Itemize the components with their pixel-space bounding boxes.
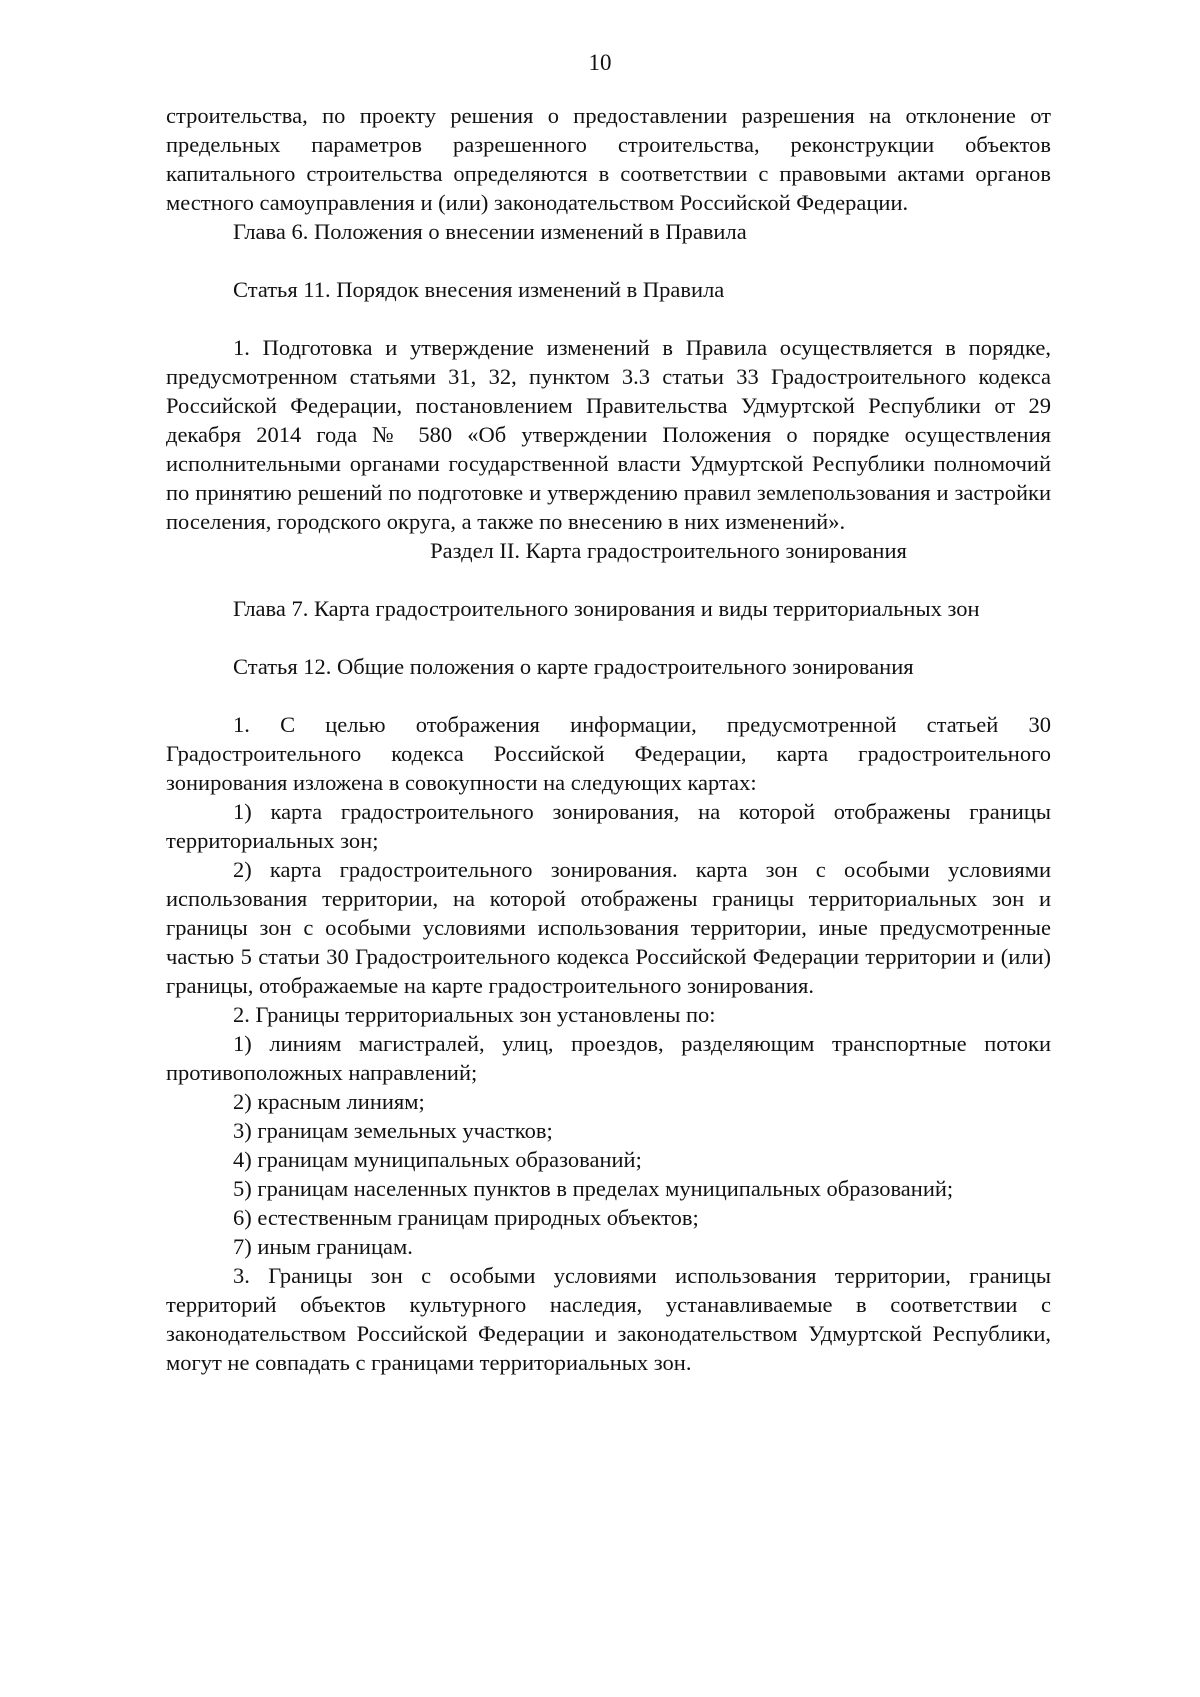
article-12-paragraph-1: 1. С целью отображения информации, предусмотренной статьей 30 Градостроительного кодекса Российской Федерации, карта градостроительного зонирования изложена в совокупности на следующих картах: [166,712,1051,795]
article-11-paragraph-1: 1. Подготовка и утверждение изменений в Правила осуществляется в порядке, предусмотренном статьями 31, 32, пунктом 3.3 статьи 33 Градостроительного кодекса Российской Федерации, постановлением Правительства Удмуртской Республики от 29 декабря 2014 года № 580 «Об утверждении Положения о порядке осуществления исполнительными органами государственной власти Удмуртской Республики полномочий по принятию решений по подготовке и утверждению правил землепользования и застройки поселения, городского округа, а также по внесению в них изменений». [166,335,1051,534]
article-12-item-2-6: 6) естественным границам природных объектов; [233,1205,699,1230]
document-body [166,101,1051,1377]
article-12-item-2-3: 3) границам земельных участков; [233,1118,553,1143]
article-12-item-2-7: 7) иным границам. [233,1234,413,1259]
chapter-7-heading: Глава 7. Карта градостроительного зонирования и виды территориальных зон [233,596,980,621]
article-12-paragraph-2: 2. Границы территориальных зон установлены по: [233,1002,716,1027]
chapter-6-heading: Глава 6. Положения о внесении изменений в Правила [233,219,747,244]
article-12-heading: Статья 12. Общие положения о карте градостроительного зонирования [233,654,914,679]
article-12-item-1-1: 1) карта градостроительного зонирования, на которой отображены границы территориальных зон; [166,799,1051,853]
article-12-item-2-1: 1) линиям магистралей, улиц, проездов, разделяющим транспортные потоки противоположных направлений; [166,1031,1051,1085]
article-11-heading: Статья 11. Порядок внесения изменений в Правила [233,277,725,302]
paragraph-continuation: строительства, по проекту решения о предоставлении разрешения на отклонение от предельных параметров разрешенного строительства, реконструкции объектов капитального строительства определяются в соответствии с правовыми актами органов местного самоуправления и (или) законодательством Российской Федерации. [166,103,1051,215]
page-number: 10 [588,50,612,75]
article-12-item-2-4: 4) границам муниципальных образований; [233,1147,642,1172]
article-12-item-2-2: 2) красным линиям; [233,1089,425,1114]
article-12-item-2-5: 5) границам населенных пунктов в пределах муниципальных образований; [233,1176,954,1201]
article-12-item-1-2: 2) карта градостроительного зонирования. карта зон с особыми условиями использования территории, на которой отображены границы территориальных зон и границы зон с особыми условиями использования территории, иные предусмотренные частью 5 статьи 30 Градостроительного кодекса Российской Федерации территории и (или) границы, отображаемые на карте градостроительного зонирования. [166,857,1051,998]
section-2-heading: Раздел II. Карта градостроительного зонирования [430,538,907,563]
article-12-paragraph-3: 3. Границы зон с особыми условиями использования территории, границы территорий объектов культурного наследия, устанавливаемые в соответствии с законодательством Российской Федерации и законодательством Удмуртской Республики, могут не совпадать с границами территориальных зон. [166,1263,1051,1375]
